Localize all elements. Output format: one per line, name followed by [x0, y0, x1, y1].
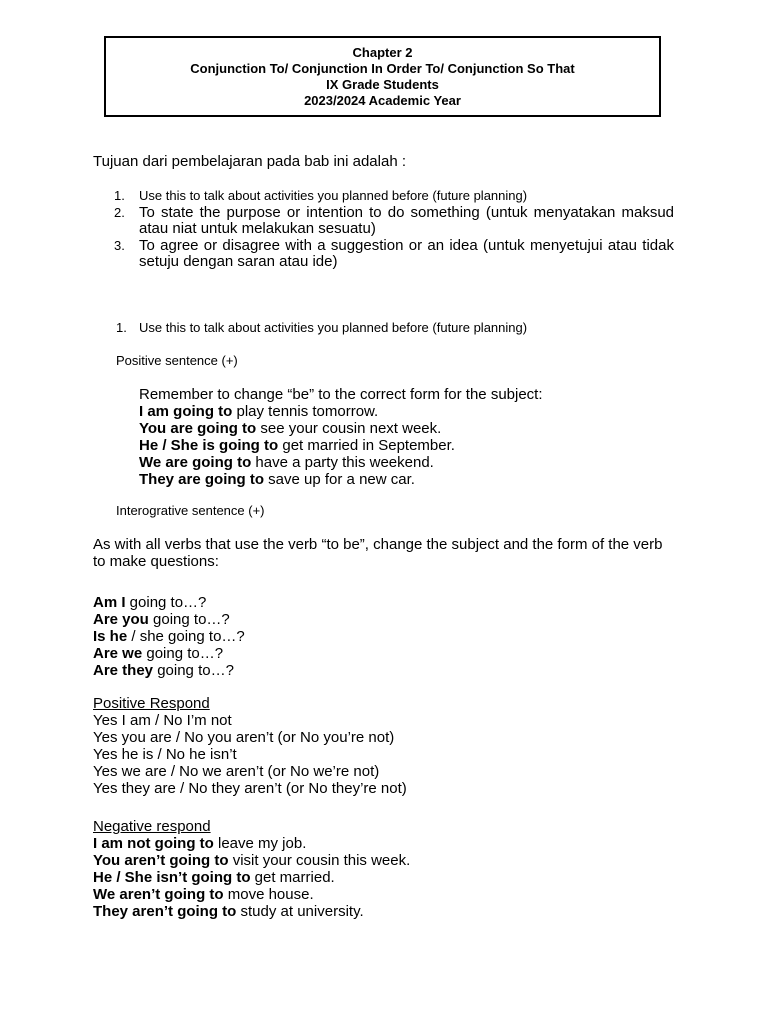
- respond-line: Yes they are / No they aren’t (or No they’re not): [93, 780, 407, 797]
- negative-subject: He / She isn’t going to: [93, 869, 251, 886]
- chapter-subtitle: Conjunction To/ Conjunction In Order To/ Conjunction So That: [190, 60, 575, 76]
- question-rest: going to…?: [142, 645, 224, 662]
- grade-label: IX Grade Students: [326, 76, 439, 92]
- question-line: [93, 594, 245, 611]
- chapter-title: Chapter 2: [352, 44, 413, 60]
- question-line: [93, 662, 245, 679]
- negative-rest: get married.: [250, 869, 335, 886]
- interrogative-sentence-label: Interogrative sentence (+): [116, 503, 265, 518]
- positive-respond-block: [93, 695, 407, 797]
- example-rest: save up for a new car.: [264, 471, 415, 488]
- objective-number: 3.: [114, 238, 125, 253]
- objective-text: To state the purpose or intention to do something (untuk menyatakan maksud atau niat untuk melakukan sesuatu): [139, 204, 674, 237]
- section-text: Use this to talk about activities you planned before (future planning): [139, 320, 528, 335]
- question-subject: Are they: [93, 662, 154, 679]
- question-rest: going to…?: [125, 594, 207, 611]
- negative-rest: leave my job.: [213, 835, 307, 852]
- example-subject: I am going to: [139, 403, 233, 420]
- question-subject: Are we: [93, 645, 143, 662]
- respond-line: Yes I am / No I’m not: [93, 712, 232, 729]
- positive-sentence-label: Positive sentence (+): [116, 353, 238, 368]
- example-rest: see your cousin next week.: [256, 420, 442, 437]
- objective-item: [114, 188, 674, 204]
- question-subject: Are you: [93, 611, 149, 628]
- example-sentence: [139, 454, 543, 471]
- question-rest: / she going to…?: [127, 628, 245, 645]
- negative-subject: You aren’t going to: [93, 852, 229, 869]
- question-line: [93, 645, 245, 662]
- negative-line: [93, 852, 410, 869]
- example-subject: They are going to: [139, 471, 265, 488]
- example-sentence: [139, 437, 543, 454]
- negative-respond-title: Negative respond: [93, 818, 211, 835]
- objective-text: To agree or disagree with a suggestion or an idea (untuk menyetujui atau tidak setuju dengan saran atau ide): [139, 237, 674, 270]
- example-sentence: [139, 471, 543, 488]
- question-subject: Is he: [93, 628, 128, 645]
- negative-subject: I am not going to: [93, 835, 214, 852]
- question-subject: Am I: [93, 594, 126, 611]
- example-rest: play tennis tomorrow.: [232, 403, 379, 420]
- verbs-note: As with all verbs that use the verb “to be”, change the subject and the form of the verb to make questions:: [93, 536, 663, 570]
- example-rest: get married in September.: [278, 437, 455, 454]
- question-line: [93, 628, 245, 645]
- negative-rest: move house.: [223, 886, 314, 903]
- academic-year: 2023/2024 Academic Year: [304, 92, 461, 108]
- negative-subject: We aren’t going to: [93, 886, 224, 903]
- example-subject: You are going to: [139, 420, 257, 437]
- negative-line: [93, 886, 410, 903]
- objective-item: [114, 205, 674, 237]
- section-number: 1.: [116, 320, 127, 335]
- negative-line: [93, 835, 410, 852]
- section-heading: [116, 320, 527, 335]
- question-line: [93, 611, 245, 628]
- negative-line: [93, 869, 410, 886]
- intro-text: Tujuan dari pembelajaran pada bab ini adalah :: [93, 153, 407, 170]
- objective-number: 2.: [114, 205, 125, 220]
- question-rest: going to…?: [148, 611, 230, 628]
- respond-line: Yes you are / No you aren’t (or No you’re not): [93, 729, 395, 746]
- respond-line: Yes he is / No he isn’t: [93, 746, 237, 763]
- objective-text: Use this to talk about activities you planned before (future planning): [139, 188, 528, 203]
- negative-subject: They aren’t going to: [93, 903, 237, 920]
- example-rest: have a party this weekend.: [251, 454, 434, 471]
- chapter-header-box: [104, 36, 661, 117]
- example-sentence: [139, 403, 543, 420]
- example-subject: He / She is going to: [139, 437, 279, 454]
- questions-block: [93, 594, 245, 679]
- objective-number: 1.: [114, 188, 125, 203]
- negative-rest: visit your cousin this week.: [228, 852, 411, 869]
- negative-line: [93, 903, 410, 920]
- example-subject: We are going to: [139, 454, 252, 471]
- negative-respond-block: [93, 818, 410, 920]
- positive-respond-title: Positive Respond: [93, 695, 210, 712]
- question-rest: going to…?: [153, 662, 234, 679]
- remember-intro: Remember to change “be” to the correct form for the subject:: [139, 386, 543, 403]
- negative-rest: study at university.: [236, 903, 364, 920]
- remember-block: [139, 386, 543, 488]
- objective-item: [114, 238, 674, 270]
- example-sentence: [139, 420, 543, 437]
- respond-line: Yes we are / No we aren’t (or No we’re not): [93, 763, 380, 780]
